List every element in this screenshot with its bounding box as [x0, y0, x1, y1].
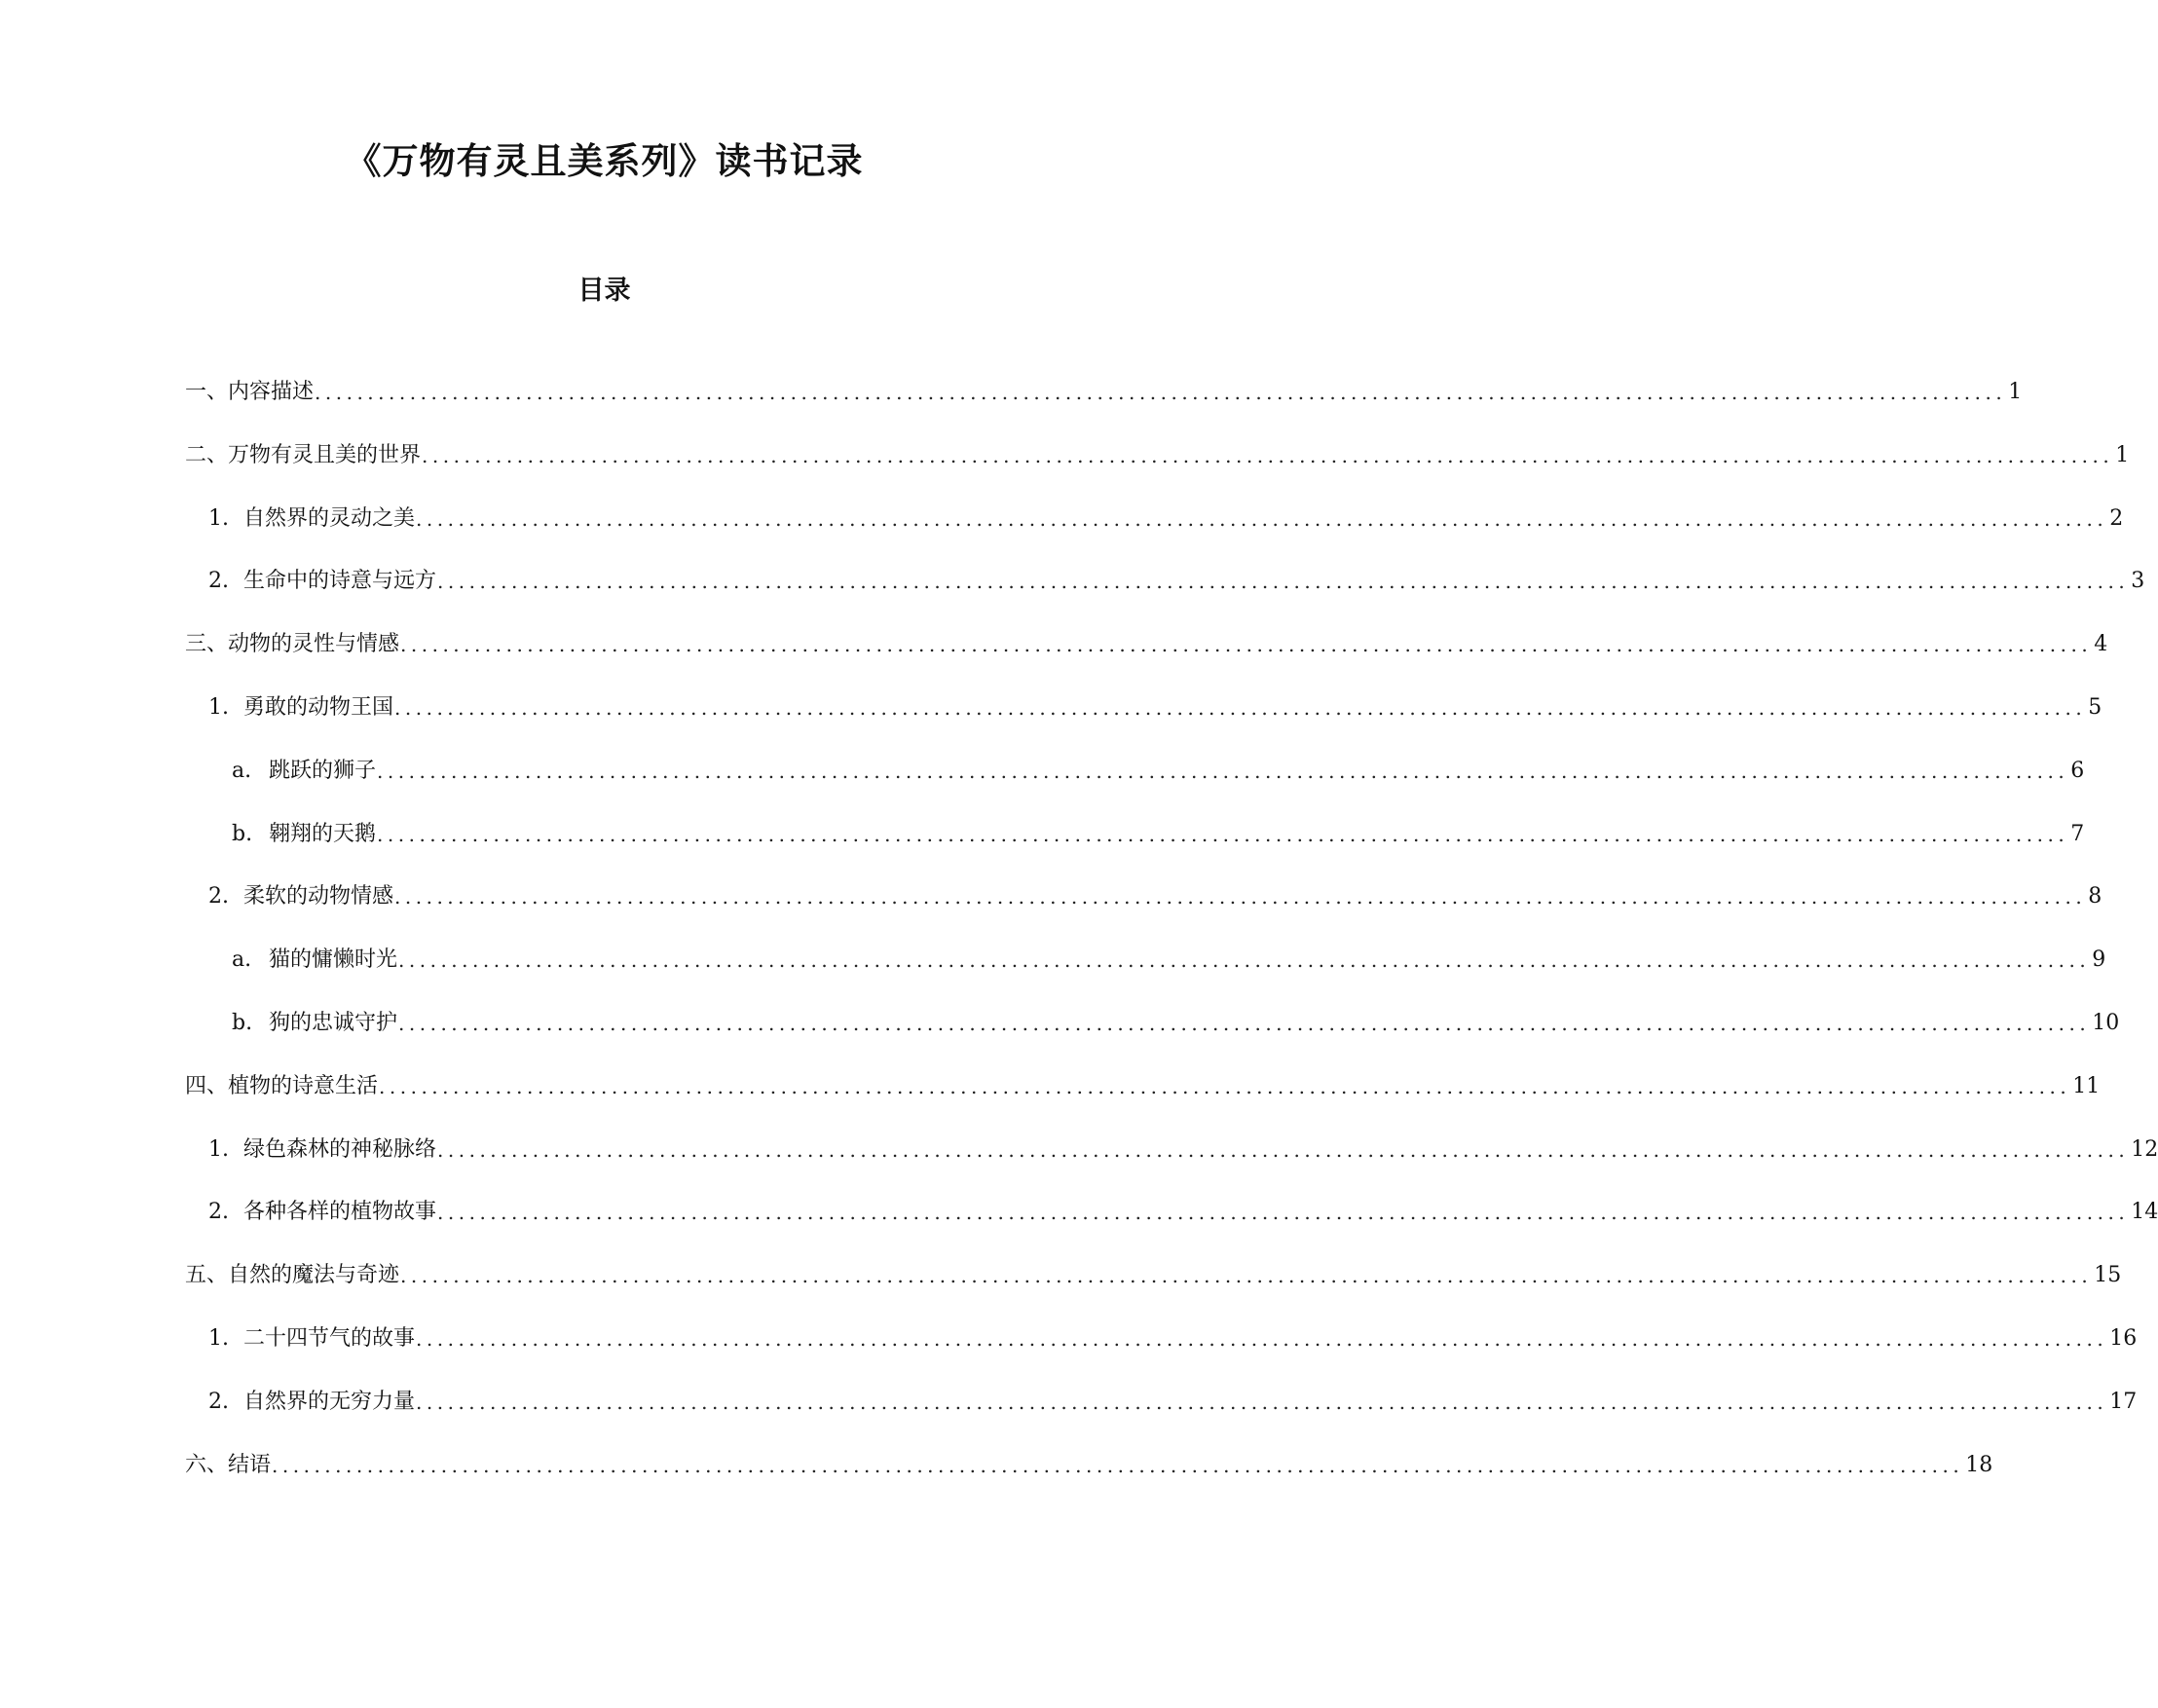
toc-entry[interactable] [232, 757, 2085, 786]
toc-entry-number: a. [232, 758, 252, 783]
toc-page-number: 1 [2115, 442, 2130, 467]
toc-entry-label: 柔软的动物情感 [243, 884, 394, 910]
toc-entry[interactable] [208, 1135, 2158, 1165]
toc-entry-number: 2. [208, 1389, 229, 1414]
toc-page-number: 9 [2092, 947, 2106, 973]
toc-dot-leader: ................................................................................................................................................................ [377, 759, 2069, 783]
toc-entry-label: 生命中的诗意与远方 [243, 569, 437, 594]
toc-entry-label: 四、植物的诗意生活 [185, 1073, 379, 1098]
toc-page-number: 3 [2131, 569, 2145, 594]
toc-entry-label: 绿色森林的神秘脉络 [243, 1136, 437, 1162]
toc-dot-leader: ................................................................................................................................................................ [437, 570, 2130, 594]
toc-page-number: 7 [2070, 821, 2085, 846]
toc-dot-leader: ................................................................................................................................................................ [416, 506, 2108, 531]
toc-page-number: 16 [2109, 1326, 2138, 1351]
toc-entry-label: 各种各样的植物故事 [243, 1200, 437, 1225]
toc-entry-label: 自然界的无穷力量 [243, 1389, 416, 1414]
toc-entry-label: 狗的忠诚守护 [269, 1011, 398, 1035]
toc-dot-leader: ................................................................................................................................................................ [437, 1137, 2130, 1162]
toc-dot-leader: ................................................................................................................................................................ [400, 633, 2093, 657]
toc-page-number: 11 [2072, 1073, 2101, 1098]
toc-dot-leader: ................................................................................................................................................................ [272, 1453, 1964, 1477]
toc-page-number: 8 [2088, 884, 2102, 910]
toc-entry-label: 二十四节气的故事 [243, 1326, 416, 1351]
toc-entry-label: 翱翔的天鹅 [269, 821, 377, 846]
toc-entry-label: 五、自然的魔法与奇迹 [185, 1263, 400, 1288]
toc-dot-leader: ................................................................................................................................................................ [394, 885, 2087, 910]
toc-entry-number: 1. [208, 505, 229, 531]
toc-page-number: 17 [2109, 1389, 2138, 1414]
toc-entry[interactable] [208, 567, 2145, 596]
toc-dot-leader: ................................................................................................................................................................ [398, 1012, 2091, 1035]
toc-entry[interactable] [208, 1388, 2138, 1417]
toc-entry[interactable] [185, 1451, 1993, 1480]
toc-entry[interactable] [208, 1324, 2138, 1354]
toc-entry-number: 2. [208, 884, 229, 910]
toc-entry[interactable] [185, 441, 2130, 470]
toc-entry-number: b. [232, 1011, 253, 1035]
toc-entry[interactable] [185, 1072, 2101, 1101]
toc-page-number: 1 [2008, 380, 2023, 404]
toc-dot-leader: ................................................................................................................................................................ [416, 1390, 2108, 1414]
toc-dot-leader: ................................................................................................................................................................ [394, 696, 2087, 720]
toc-entry[interactable] [208, 504, 2124, 534]
toc-entry-label: 跳跃的狮子 [269, 758, 377, 783]
toc-entry-label: 三、动物的灵性与情感 [185, 632, 400, 657]
document-title: 《万物有灵且美系列》读书记录 [345, 139, 864, 182]
toc-entry-number: 2. [208, 569, 229, 594]
toc-entry-number: a. [232, 947, 252, 973]
toc-page-number: 4 [2094, 632, 2108, 657]
toc-entry-label: 六、结语 [185, 1452, 272, 1477]
toc-entry-label: 一、内容描述 [185, 380, 315, 404]
toc-entry-number: b. [232, 821, 253, 846]
toc-entry[interactable] [208, 882, 2102, 911]
toc-page-number: 12 [2131, 1136, 2158, 1162]
toc-page-number: 6 [2070, 758, 2085, 783]
toc-entry-label: 二、万物有灵且美的世界 [185, 442, 422, 467]
toc-entry-number: 1. [208, 695, 229, 720]
toc-page-number: 2 [2109, 505, 2124, 531]
toc-page-number: 5 [2088, 695, 2102, 720]
toc-page-number: 15 [2094, 1263, 2122, 1288]
toc-entry[interactable] [185, 630, 2108, 659]
toc-dot-leader: ................................................................................................................................................................ [437, 1201, 2130, 1225]
toc-entry[interactable] [208, 1198, 2158, 1227]
toc-entry[interactable] [232, 820, 2085, 849]
toc-dot-leader: ................................................................................................................................................................ [315, 381, 2007, 404]
toc-entry[interactable] [185, 378, 2023, 407]
toc-page-number: 10 [2092, 1011, 2120, 1035]
toc-entry-label: 勇敢的动物王国 [243, 695, 394, 720]
toc-page-number: 14 [2131, 1200, 2158, 1225]
toc-entry-label: 自然界的灵动之美 [243, 505, 416, 531]
toc-entry[interactable] [208, 693, 2102, 723]
toc-page-number: 18 [1965, 1452, 1993, 1477]
toc-entry[interactable] [232, 946, 2106, 975]
toc-entry[interactable] [232, 1009, 2120, 1038]
toc-dot-leader: ................................................................................................................................................................ [398, 948, 2091, 973]
toc-dot-leader: ................................................................................................................................................................ [400, 1264, 2093, 1288]
toc-heading: 目录 [577, 276, 631, 306]
toc-dot-leader: ................................................................................................................................................................ [416, 1327, 2108, 1351]
toc-entry-number: 1. [208, 1136, 229, 1162]
toc-entry-number: 2. [208, 1200, 229, 1225]
toc-dot-leader: ................................................................................................................................................................ [377, 822, 2069, 846]
toc-entry-number: 1. [208, 1326, 229, 1351]
toc-entry-label: 猫的慵懒时光 [269, 947, 398, 973]
toc-dot-leader: ................................................................................................................................................................ [422, 443, 2114, 467]
toc-entry[interactable] [185, 1261, 2122, 1290]
toc-dot-leader: ................................................................................................................................................................ [379, 1074, 2071, 1098]
